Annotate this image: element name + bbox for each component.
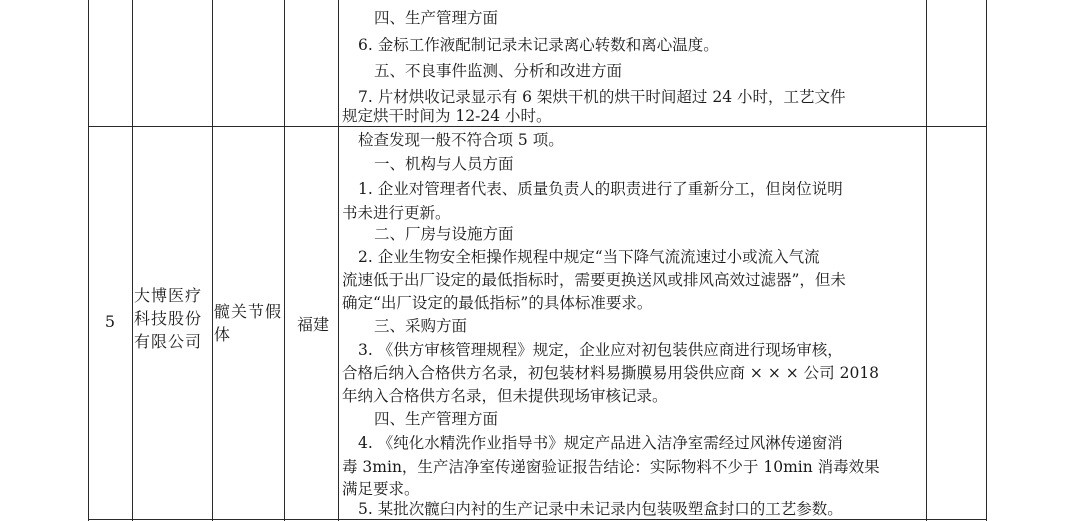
- finding-line: 5. 某批次髋臼内衬的生产记录中未记录内包装吸塑盒封口的工艺参数。: [358, 500, 843, 518]
- finding-line: 毒 3min，生产洁净室传递窗验证报告结论：实际物料不少于 10min 消毒效果: [342, 458, 880, 476]
- finding-line: 6. 金标工作液配制记录未记录离心转数和离心温度。: [358, 36, 719, 54]
- finding-line: 3. 《供方审核管理规程》规定，企业应对初包装供应商进行现场审核，: [358, 341, 843, 359]
- col-divider-4: [338, 0, 339, 521]
- row-divider: [88, 126, 987, 127]
- row-number: 5: [104, 312, 116, 331]
- finding-line: 2. 企业生物安全柜操作规程中规定“当下降气流流速过小或流入气流: [358, 248, 820, 266]
- finding-line: 7. 片材烘收记录显示有 6 架烘干机的烘干时间超过 24 小时，工艺文件: [358, 88, 846, 106]
- finding-line: 1. 企业对管理者代表、质量负责人的职责进行了重新分工，但岗位说明: [358, 180, 843, 198]
- col-divider-3: [284, 0, 285, 521]
- finding-line: 四、生产管理方面: [374, 410, 499, 428]
- finding-line: 规定烘干时间为 12-24 小时。: [342, 107, 552, 125]
- col-divider-1: [132, 0, 133, 521]
- finding-line: 二、厂房与设施方面: [374, 225, 514, 243]
- finding-line: 流速低于出厂设定的最低指标时，需要更换送风或排风高效过滤器”，但未: [342, 271, 846, 289]
- finding-line: 满足要求。: [342, 480, 420, 498]
- finding-line: 五、不良事件监测、分析和改进方面: [374, 62, 623, 80]
- table-border-bottom: [88, 519, 987, 520]
- finding-line: 确定“出厂设定的最低指标”的具体标准要求。: [342, 294, 653, 312]
- finding-line: 一、机构与人员方面: [374, 155, 514, 173]
- product-name: 髋关节假体: [214, 302, 283, 344]
- finding-line: 4. 《纯化水精洗作业指导书》规定产品进入洁净室需经过风淋传递窗消: [358, 434, 843, 452]
- finding-line: 四、生产管理方面: [374, 9, 499, 27]
- finding-line: 年纳入合格供方名录，但未提供现场审核记录。: [342, 387, 668, 405]
- finding-line: 合格后纳入合格供方名录，初包装材料易撕膜易用袋供应商 × × × 公司 2018: [342, 364, 880, 382]
- finding-line: 书未进行更新。: [342, 204, 451, 222]
- col-divider-2: [212, 0, 213, 521]
- finding-line: 检查发现一般不符合项 5 项。: [358, 131, 564, 149]
- table-border-left: [88, 0, 89, 521]
- province: 福建: [296, 315, 329, 334]
- table-border-right: [986, 0, 987, 521]
- finding-line: 三、采购方面: [374, 317, 468, 335]
- company-name: 大博医疗科技股份有限公司: [134, 286, 203, 351]
